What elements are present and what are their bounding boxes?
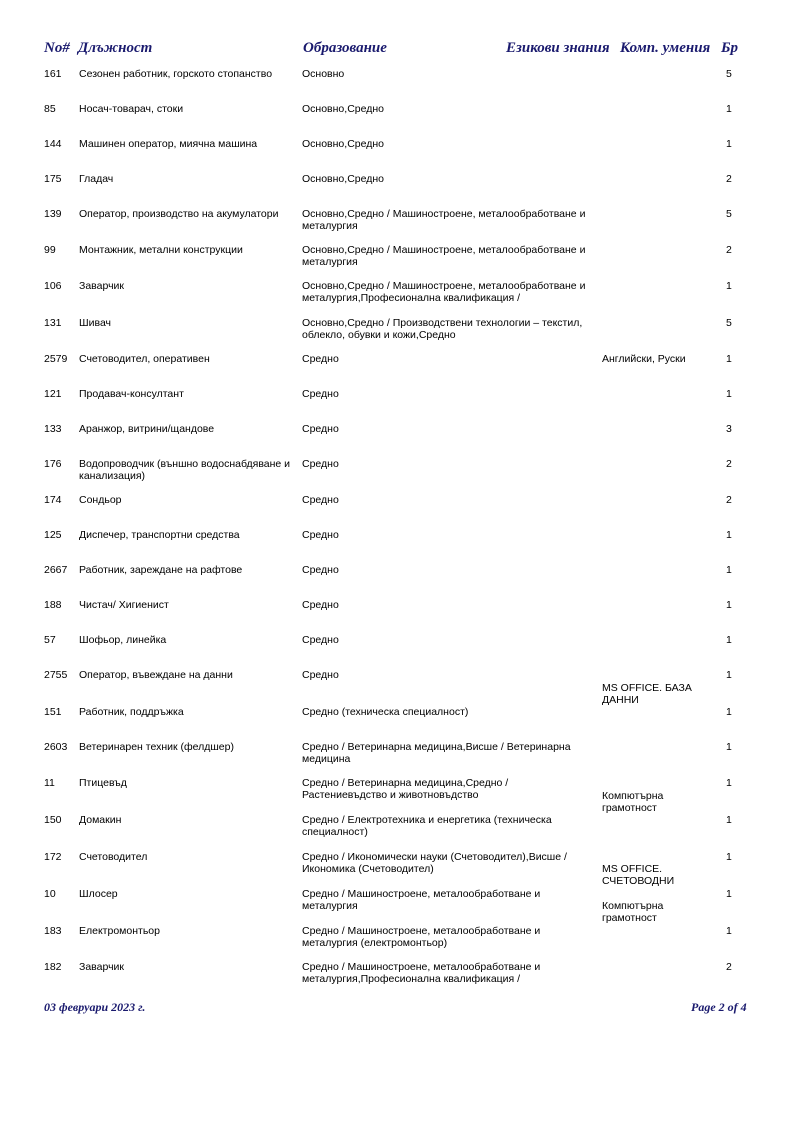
row-education: Средно — [302, 494, 339, 506]
row-position: Работник, поддръжка — [79, 706, 184, 718]
row-education: Основно,Средно — [302, 138, 384, 150]
row-position: Диспечер, транспортни средства — [79, 529, 240, 541]
header-position: Длъжност — [78, 40, 153, 56]
row-count: 1 — [726, 777, 732, 789]
row-position: Сезонен работник, горското стопанство — [79, 68, 273, 80]
row-count: 1 — [726, 669, 732, 681]
row-no: 85 — [44, 103, 56, 115]
row-position: Счетоводител — [79, 851, 148, 863]
row-education: Средно — [302, 353, 339, 365]
row-position: Шофьор, линейка — [79, 634, 167, 646]
footer-page-number: Page 2 of 4 — [691, 1000, 747, 1014]
row-position: Шивач — [79, 317, 112, 329]
row-count: 1 — [726, 634, 732, 646]
row-no: 183 — [44, 925, 62, 937]
row-position: Оператор, въвеждане на данни — [79, 669, 233, 681]
row-no: 2603 — [44, 741, 68, 753]
row-education: Средно / Машиностроене, металообработване и металургия — [302, 888, 541, 912]
header-education: Образование — [303, 40, 387, 56]
header-computer-skills: Комп. умения — [620, 40, 711, 56]
computer-skill-cell: Компютърна грамотност — [602, 790, 664, 814]
row-education: Средно / Икономически науки (Счетоводител),Висше / Икономика (Счетоводител) — [302, 851, 567, 875]
row-no: 2579 — [44, 353, 68, 365]
row-no: 125 — [44, 529, 62, 541]
row-education: Средно / Машиностроене, металообработване и металургия (електромонтьор) — [302, 925, 541, 949]
row-education: Основно,Средно — [302, 173, 384, 185]
row-count: 5 — [726, 317, 732, 329]
row-count: 1 — [726, 138, 732, 150]
row-count: 1 — [726, 925, 732, 937]
row-count: 1 — [726, 103, 732, 115]
row-position: Сондьор — [79, 494, 122, 506]
row-no: 2667 — [44, 564, 68, 576]
row-education: Основно,Средно / Машиностроене, металообработване и металургия — [302, 244, 586, 268]
row-no: 11 — [44, 777, 55, 789]
row-education: Средно — [302, 458, 339, 470]
row-no: 144 — [44, 138, 62, 150]
computer-skill-cell: MS OFFICE. БАЗА ДАННИ — [602, 682, 692, 706]
row-count: 1 — [726, 814, 732, 826]
row-education: Средно — [302, 599, 339, 611]
row-education: Средно — [302, 423, 339, 435]
computer-skill-cell: Компютърна грамотност — [602, 900, 664, 924]
row-no: 175 — [44, 173, 62, 185]
row-education: Средно — [302, 564, 339, 576]
row-no: 133 — [44, 423, 62, 435]
row-no: 174 — [44, 494, 62, 506]
row-count: 3 — [726, 423, 732, 435]
row-education: Средно — [302, 529, 339, 541]
row-no: 182 — [44, 961, 62, 973]
row-education: Средно — [302, 669, 339, 681]
row-position: Птицевъд — [79, 777, 127, 789]
row-count: 1 — [726, 851, 732, 863]
row-count: 1 — [726, 599, 732, 611]
row-count: 5 — [726, 208, 732, 220]
row-position: Заварчик — [79, 961, 125, 973]
row-position: Електромонтьор — [79, 925, 160, 937]
row-count: 2 — [726, 494, 732, 506]
row-no: 2755 — [44, 669, 68, 681]
row-position: Работник, зареждане на рафтове — [79, 564, 243, 576]
row-position: Водопроводчик (външно водоснабдяване и канализация) — [79, 458, 291, 482]
row-no: 10 — [44, 888, 56, 900]
row-no: 188 — [44, 599, 62, 611]
row-education: Основно,Средно — [302, 103, 384, 115]
row-education: Средно / Ветеринарна медицина,Средно / Растениевъдство и животновъдство — [302, 777, 509, 801]
row-position: Чистач/ Хигиенист — [79, 599, 169, 611]
row-count: 1 — [726, 353, 732, 365]
row-count: 2 — [726, 458, 732, 470]
row-education: Средно (техническа специалност) — [302, 706, 469, 718]
row-no: 57 — [44, 634, 56, 646]
row-count: 5 — [726, 68, 732, 80]
row-no: 131 — [44, 317, 62, 329]
row-count: 2 — [726, 961, 732, 973]
row-position: Домакин — [79, 814, 122, 826]
row-education: Средно / Машиностроене, металообработване и металургия,Професионална квалификация / — [302, 961, 541, 985]
row-no: 150 — [44, 814, 62, 826]
row-education: Средно — [302, 634, 339, 646]
row-position: Заварчик — [79, 280, 125, 292]
row-position: Ветеринарен техник (фелдшер) — [79, 741, 234, 753]
row-position: Машинен оператор, миячна машина — [79, 138, 258, 150]
header-count: Бр — [721, 40, 739, 56]
row-education: Средно / Ветеринарна медицина,Висше / Ветеринарна медицина — [302, 741, 571, 765]
row-position: Гладач — [79, 173, 114, 185]
computer-skill-cell: MS OFFICE. СЧЕТОВОДНИ — [602, 863, 675, 887]
row-position: Аранжор, витрини/щандове — [79, 423, 215, 435]
row-position: Носач-товарач, стоки — [79, 103, 184, 115]
row-position: Шлосер — [79, 888, 118, 900]
row-no: 172 — [44, 851, 62, 863]
row-count: 1 — [726, 280, 732, 292]
row-education: Основно,Средно / Машиностроене, металообработване и металургия — [302, 208, 586, 232]
header-no: No# — [44, 40, 70, 56]
row-position: Монтажник, метални конструкции — [79, 244, 243, 256]
row-no: 151 — [44, 706, 62, 718]
row-no: 161 — [44, 68, 62, 80]
row-count: 1 — [726, 564, 732, 576]
row-no: 176 — [44, 458, 62, 470]
row-no: 106 — [44, 280, 62, 292]
footer-date: 03 февруари 2023 г. — [44, 1000, 146, 1014]
row-count: 1 — [726, 706, 732, 718]
row-count: 2 — [726, 173, 732, 185]
row-position: Оператор, производство на акумулатори — [79, 208, 279, 220]
row-education: Основно — [302, 68, 345, 80]
row-no: 121 — [44, 388, 62, 400]
row-education: Средно — [302, 388, 339, 400]
row-education: Средно / Електротехника и енергетика (техническа специалност) — [302, 814, 552, 838]
row-count: 1 — [726, 529, 732, 541]
row-count: 2 — [726, 244, 732, 256]
row-count: 1 — [726, 741, 732, 753]
row-position: Продавач-консултант — [79, 388, 184, 400]
row-no: 99 — [44, 244, 56, 256]
row-count: 1 — [726, 388, 732, 400]
row-count: 1 — [726, 888, 732, 900]
row-languages: Английски, Руски — [602, 353, 686, 365]
row-no: 139 — [44, 208, 62, 220]
row-education: Основно,Средно / Производствени технологии – текстил, облекло, обувки и кожи,Средно — [302, 317, 583, 341]
row-position: Счетоводител, оперативен — [79, 353, 210, 365]
row-education: Основно,Средно / Машиностроене, металообработване и металургия,Професионална квалификация / — [302, 280, 586, 304]
header-languages: Езикови знания — [506, 40, 610, 56]
